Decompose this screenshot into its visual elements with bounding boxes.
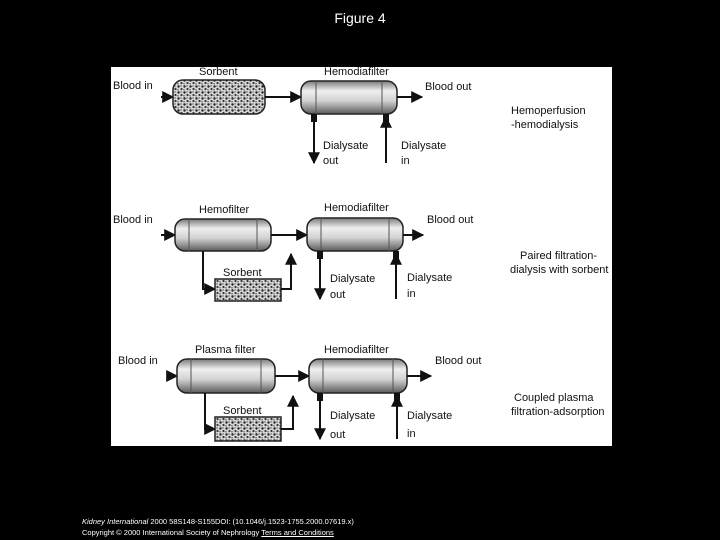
sorbent-label: Sorbent [199, 67, 238, 78]
sorbent-cartridge [215, 279, 281, 301]
panel-3 [118, 344, 605, 441]
sorbent-label: Sorbent [223, 405, 262, 417]
dialysate-out-label-1: Dialysate [323, 140, 369, 152]
hemodiafilter-cartridge [309, 359, 407, 393]
blood-out-label: Blood out [425, 81, 472, 93]
mode-label-1: Paired filtration- [520, 250, 598, 262]
dialysate-in-label-2: in [401, 155, 410, 167]
panel-1 [113, 67, 586, 167]
plasma-filter-label: Plasma filter [195, 344, 256, 356]
mode-label-1: Hemoperfusion [511, 105, 586, 117]
dialysate-out-label-2: out [323, 155, 339, 167]
dialysate-in-label-1: Dialysate [407, 272, 453, 284]
hemodiafilter-label: Hemodiafilter [324, 67, 389, 78]
mode-label-2: -hemodialysis [511, 119, 579, 131]
dialysate-out-label-1: Dialysate [330, 410, 376, 422]
diagram-svg [111, 67, 612, 446]
mode-label-2: dialysis with sorbent [510, 264, 609, 276]
sorbent-cartridge [215, 417, 281, 441]
blood-in-label: Blood in [118, 355, 158, 367]
sorbent-label: Sorbent [223, 267, 262, 279]
dialysate-in-label-2: in [407, 428, 416, 440]
figure-panel [111, 67, 612, 446]
dialysate-in-label-2: in [407, 288, 416, 300]
dialysate-in-label-1: Dialysate [401, 140, 447, 152]
sorbent-cartridge [173, 80, 265, 114]
blood-in-label: Blood in [113, 80, 153, 92]
dialysate-out-label-2: out [330, 429, 346, 441]
copyright-line [82, 527, 354, 538]
terms-link[interactable]: Terms and Conditions [261, 528, 334, 537]
dialysate-out-label-1: Dialysate [330, 273, 376, 285]
copyright-text: Copyright © 2000 International Society of Nephrology [82, 528, 260, 537]
dialysate-in-label-1: Dialysate [407, 410, 453, 422]
citation-text: 2000 58S148-S155DOI: (10.1046/j.1523-1755.2000.07619.x) [148, 517, 354, 526]
citation-line [82, 516, 354, 527]
blood-in-label: Blood in [113, 214, 153, 226]
hemodiafilter-cartridge [301, 81, 397, 114]
hemofilter-label: Hemofilter [199, 204, 250, 216]
plasma-filter-cartridge [177, 359, 275, 393]
blood-out-label: Blood out [435, 355, 482, 367]
blood-out-label: Blood out [427, 214, 474, 226]
figure-title: Figure 4 [334, 10, 386, 26]
hemodiafilter-label: Hemodiafilter [324, 344, 389, 356]
hemodiafilter-label: Hemodiafilter [324, 202, 389, 214]
footer [82, 516, 354, 538]
dialysate-out-label-2: out [330, 289, 346, 301]
panel-2 [113, 202, 608, 301]
journal-name: Kidney International [82, 517, 149, 526]
mode-label-1: Coupled plasma [514, 392, 594, 404]
mode-label-2: filtration-adsorption [511, 406, 605, 418]
